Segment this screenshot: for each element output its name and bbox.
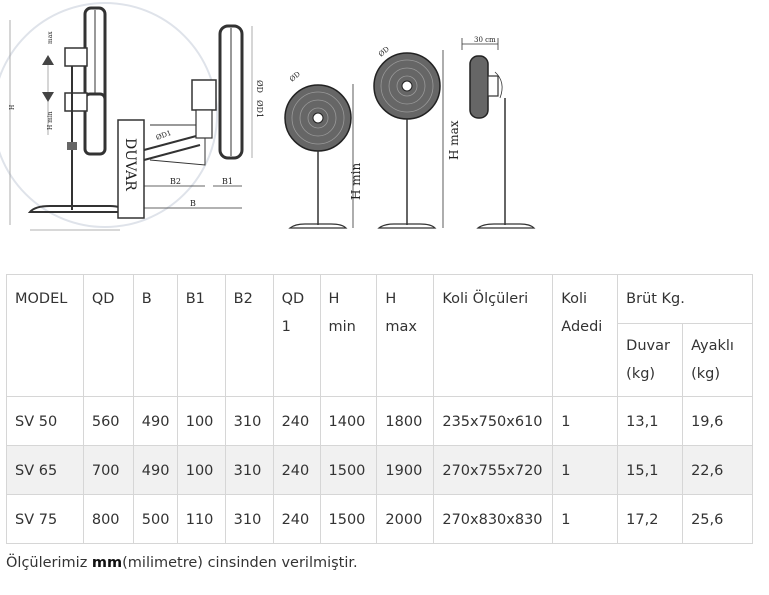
cell-b: 490 <box>133 446 177 495</box>
table-header-row <box>7 275 753 324</box>
cell-duvar: 17,2 <box>618 495 683 544</box>
header-hmax: H max <box>377 275 434 397</box>
cell-koli: 235x750x610 <box>434 397 553 446</box>
qd-label-min: ØD <box>288 70 302 84</box>
header-koli-adedi: Koli Adedi <box>553 275 618 397</box>
stand-fan-front-max-drawing <box>374 45 461 228</box>
cell-b1: 110 <box>177 495 225 544</box>
note-text-bold: mm <box>91 555 123 571</box>
svg-text:max: max <box>47 31 54 44</box>
qd1-label-right: ØD1 <box>255 100 264 119</box>
cell-b: 490 <box>133 397 177 446</box>
table-row <box>7 397 753 446</box>
cell-b1: 100 <box>177 446 225 495</box>
duvar-label: DUVAR <box>122 138 138 191</box>
cell-adet: 1 <box>553 495 618 544</box>
cell-koli: 270x755x720 <box>434 446 553 495</box>
technical-drawings <box>0 0 769 250</box>
header-qd: QD <box>83 275 133 397</box>
arrow-down-icon <box>42 92 54 102</box>
width-30cm-label: 30 cm <box>474 36 496 44</box>
note-text-after: (milimetre) cinsinden verilmiştir. <box>122 555 358 571</box>
qd-label-max: ØD <box>377 45 391 59</box>
cell-qd: 700 <box>83 446 133 495</box>
cell-qd1: 240 <box>273 495 320 544</box>
header-model: MODEL <box>7 275 84 397</box>
cell-b2: 310 <box>225 495 273 544</box>
cell-ayakli: 19,6 <box>683 397 753 446</box>
cell-model: SV 50 <box>7 397 84 446</box>
cell-qd1: 240 <box>273 446 320 495</box>
b2-label: B2 <box>170 177 181 186</box>
arrow-up-icon <box>42 55 54 65</box>
stand-fan-side-30cm-drawing <box>462 36 534 228</box>
cell-hmax: 1800 <box>377 397 434 446</box>
b-label: B <box>190 199 196 208</box>
cell-hmin: 1500 <box>320 446 377 495</box>
cell-adet: 1 <box>553 397 618 446</box>
cell-adet: 1 <box>553 446 618 495</box>
units-note <box>6 555 358 571</box>
header-duvar-kg: Duvar (kg) <box>618 324 683 397</box>
spec-table <box>6 274 753 544</box>
cell-hmin: 1500 <box>320 495 377 544</box>
cell-model: SV 65 <box>7 446 84 495</box>
svg-text:H min: H min <box>47 111 54 130</box>
cell-b: 500 <box>133 495 177 544</box>
wall-fan-side-drawing <box>118 26 264 218</box>
cell-koli: 270x830x830 <box>434 495 553 544</box>
cell-model: SV 75 <box>7 495 84 544</box>
h-max-label: H max <box>447 120 461 160</box>
stand-fan-front-min-drawing <box>285 70 363 228</box>
header-ayakli-kg: Ayaklı (kg) <box>683 324 753 397</box>
cell-b2: 310 <box>225 446 273 495</box>
header-brut-kg: Brüt Kg. <box>618 275 753 324</box>
header-hmin: H min <box>320 275 377 397</box>
qd-label-left: ØD <box>255 80 264 93</box>
table-row <box>7 495 753 544</box>
cell-duvar: 13,1 <box>618 397 683 446</box>
svg-text:H: H <box>9 104 16 110</box>
cell-hmax: 1900 <box>377 446 434 495</box>
qd1-label-left: ØD1 <box>154 128 173 142</box>
stand-fan-side-drawing <box>0 3 217 230</box>
h-min-label: H min <box>349 162 363 200</box>
table-row <box>7 446 753 495</box>
cell-hmin: 1400 <box>320 397 377 446</box>
cell-qd1: 240 <box>273 397 320 446</box>
cell-hmax: 2000 <box>377 495 434 544</box>
cell-qd: 560 <box>83 397 133 446</box>
cell-b1: 100 <box>177 397 225 446</box>
header-b: B <box>133 275 177 397</box>
cell-qd: 800 <box>83 495 133 544</box>
header-b1: B1 <box>177 275 225 397</box>
cell-ayakli: 22,6 <box>683 446 753 495</box>
header-qd1: QD 1 <box>273 275 320 397</box>
cell-b2: 310 <box>225 397 273 446</box>
cell-duvar: 15,1 <box>618 446 683 495</box>
header-koli-olculeri: Koli Ölçüleri <box>434 275 553 397</box>
note-text-before: Ölçülerimiz <box>6 555 92 571</box>
b1-label: B1 <box>222 177 233 186</box>
cell-ayakli: 25,6 <box>683 495 753 544</box>
header-b2: B2 <box>225 275 273 397</box>
